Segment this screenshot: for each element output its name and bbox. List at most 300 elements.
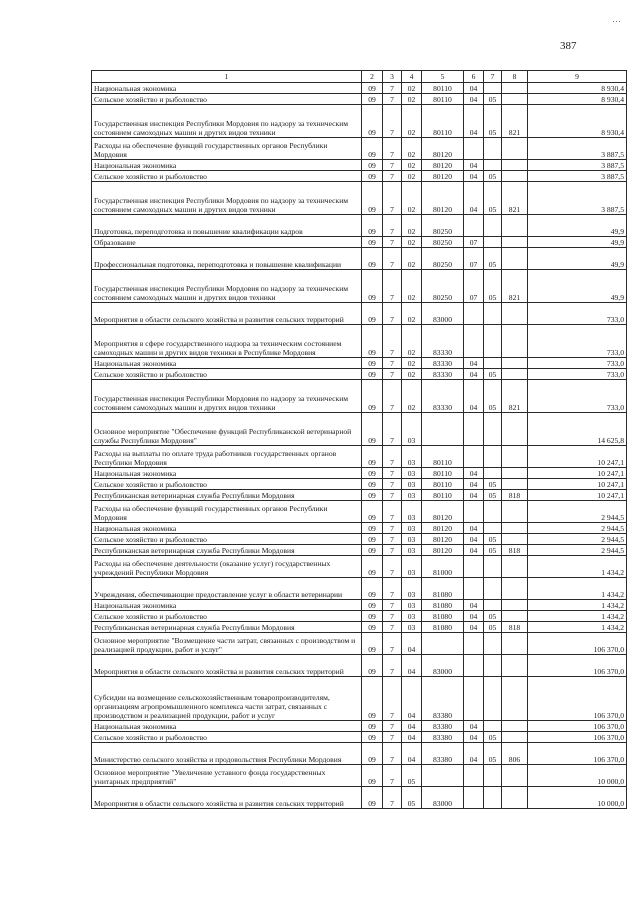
row-code-sub-cell: 7 (383, 446, 402, 468)
row-code-gp-cell: 09 (362, 677, 383, 721)
table-row (92, 611, 627, 622)
row-code-target-cell: 80120 (422, 534, 464, 545)
row-code-subsection-cell: 05 (484, 94, 502, 105)
row-amount-cell: 10 247,1 (528, 490, 627, 501)
row-code-agency-cell (502, 248, 528, 270)
table-row (92, 303, 627, 325)
row-code-sub-cell: 7 (383, 105, 402, 138)
row-code-sub-cell: 7 (383, 83, 402, 94)
row-name-cell: Расходы на обеспечение функций государственных органов Республики Мордовия (92, 138, 362, 160)
row-code-gp-cell: 09 (362, 732, 383, 743)
row-code-activity-cell: 02 (402, 215, 422, 237)
row-code-activity-cell: 02 (402, 380, 422, 413)
page-number: 387 (560, 40, 577, 52)
row-code-agency-cell (502, 215, 528, 237)
row-code-section-cell: 04 (464, 94, 484, 105)
row-code-section-cell (464, 325, 484, 358)
row-code-target-cell: 80110 (422, 94, 464, 105)
row-name-cell: Сельское хозяйство и рыболовство (92, 479, 362, 490)
row-name-cell: Национальная экономика (92, 358, 362, 369)
row-code-gp-cell: 09 (362, 622, 383, 633)
row-code-gp-cell: 09 (362, 501, 383, 523)
row-code-activity-cell: 04 (402, 721, 422, 732)
row-code-activity-cell: 03 (402, 413, 422, 446)
row-code-target-cell: 80250 (422, 237, 464, 248)
row-code-target-cell (422, 633, 464, 655)
row-code-activity-cell: 04 (402, 677, 422, 721)
row-amount-cell: 2 944,5 (528, 523, 627, 534)
row-code-gp-cell: 09 (362, 380, 383, 413)
row-code-section-cell (464, 446, 484, 468)
row-code-activity-cell: 02 (402, 248, 422, 270)
table-row (92, 501, 627, 523)
row-code-gp-cell: 09 (362, 413, 383, 446)
row-code-target-cell: 83330 (422, 380, 464, 413)
row-code-sub-cell: 7 (383, 765, 402, 787)
row-code-gp-cell: 09 (362, 237, 383, 248)
row-code-activity-cell: 02 (402, 325, 422, 358)
row-amount-cell: 106 370,0 (528, 732, 627, 743)
header-cell-name: 1 (92, 71, 362, 83)
row-code-section-cell (464, 413, 484, 446)
table-row (92, 248, 627, 270)
row-code-sub-cell: 7 (383, 479, 402, 490)
row-code-target-cell: 81080 (422, 611, 464, 622)
row-code-agency-cell (502, 556, 528, 578)
row-amount-cell: 3 887,5 (528, 160, 627, 171)
row-amount-cell: 733,0 (528, 303, 627, 325)
row-code-agency-cell (502, 501, 528, 523)
row-code-subsection-cell: 05 (484, 622, 502, 633)
row-code-target-cell: 83380 (422, 721, 464, 732)
row-code-sub-cell: 7 (383, 248, 402, 270)
table-row (92, 721, 627, 732)
row-code-agency-cell: 818 (502, 490, 528, 501)
table-row (92, 534, 627, 545)
row-amount-cell: 8 930,4 (528, 94, 627, 105)
header-cell-amount: 9 (528, 71, 627, 83)
row-code-agency-cell: 821 (502, 380, 528, 413)
row-code-activity-cell: 04 (402, 655, 422, 677)
row-code-section-cell: 04 (464, 490, 484, 501)
row-code-sub-cell: 7 (383, 468, 402, 479)
row-code-subsection-cell: 05 (484, 380, 502, 413)
row-code-section-cell (464, 655, 484, 677)
row-code-sub-cell: 7 (383, 413, 402, 446)
row-code-agency-cell (502, 479, 528, 490)
row-name-cell: Республиканская ветеринарная служба Республики Мордовия (92, 490, 362, 501)
row-code-target-cell: 80120 (422, 523, 464, 534)
row-code-subsection-cell: 05 (484, 611, 502, 622)
header-cell-5: 5 (422, 71, 464, 83)
row-code-sub-cell: 7 (383, 655, 402, 677)
row-name-cell: Сельское хозяйство и рыболовство (92, 94, 362, 105)
row-code-section-cell (464, 501, 484, 523)
row-code-section-cell: 04 (464, 732, 484, 743)
row-code-target-cell: 83330 (422, 369, 464, 380)
row-amount-cell: 106 370,0 (528, 677, 627, 721)
row-code-activity-cell: 03 (402, 490, 422, 501)
row-name-cell: Национальная экономика (92, 600, 362, 611)
row-code-subsection-cell (484, 446, 502, 468)
row-code-gp-cell: 09 (362, 138, 383, 160)
row-code-agency-cell: 821 (502, 105, 528, 138)
row-code-subsection-cell (484, 600, 502, 611)
row-amount-cell: 733,0 (528, 380, 627, 413)
row-code-agency-cell (502, 655, 528, 677)
table-row (92, 270, 627, 303)
row-code-section-cell (464, 138, 484, 160)
row-amount-cell: 106 370,0 (528, 743, 627, 765)
budget-table (91, 70, 627, 809)
row-name-cell: Сельское хозяйство и рыболовство (92, 611, 362, 622)
table-row (92, 787, 627, 809)
row-name-cell: Министерство сельского хозяйства и продовольствия Республики Мордовия (92, 743, 362, 765)
row-amount-cell: 8 930,4 (528, 83, 627, 94)
row-code-gp-cell: 09 (362, 523, 383, 534)
table-row (92, 468, 627, 479)
table-row (92, 215, 627, 237)
row-code-section-cell (464, 677, 484, 721)
row-code-target-cell (422, 765, 464, 787)
row-code-target-cell: 83330 (422, 358, 464, 369)
row-code-sub-cell: 7 (383, 743, 402, 765)
row-code-sub-cell: 7 (383, 611, 402, 622)
row-code-activity-cell: 04 (402, 633, 422, 655)
row-amount-cell: 106 370,0 (528, 721, 627, 732)
row-name-cell: Республиканская ветеринарная служба Республики Мордовия (92, 622, 362, 633)
row-code-sub-cell: 7 (383, 787, 402, 809)
row-code-subsection-cell: 05 (484, 270, 502, 303)
row-code-activity-cell: 02 (402, 171, 422, 182)
row-code-target-cell: 80250 (422, 270, 464, 303)
row-code-gp-cell: 09 (362, 83, 383, 94)
row-amount-cell: 3 887,5 (528, 182, 627, 215)
row-code-subsection-cell: 05 (484, 248, 502, 270)
header-cell-6: 6 (464, 71, 484, 83)
row-code-subsection-cell (484, 160, 502, 171)
row-amount-cell: 1 434,2 (528, 611, 627, 622)
row-code-target-cell: 83380 (422, 677, 464, 721)
row-code-target-cell: 80110 (422, 105, 464, 138)
row-code-agency-cell (502, 633, 528, 655)
row-code-target-cell: 80120 (422, 182, 464, 215)
row-amount-cell: 49,9 (528, 237, 627, 248)
row-code-agency-cell (502, 369, 528, 380)
table-row (92, 446, 627, 468)
row-amount-cell: 49,9 (528, 270, 627, 303)
row-code-gp-cell: 09 (362, 468, 383, 479)
row-code-activity-cell: 03 (402, 622, 422, 633)
row-code-section-cell: 04 (464, 479, 484, 490)
row-code-target-cell: 81080 (422, 622, 464, 633)
row-name-cell: Национальная экономика (92, 721, 362, 732)
row-code-subsection-cell (484, 578, 502, 600)
row-amount-cell: 10 247,1 (528, 479, 627, 490)
row-code-section-cell: 04 (464, 182, 484, 215)
row-code-section-cell: 04 (464, 171, 484, 182)
row-code-activity-cell: 03 (402, 578, 422, 600)
row-code-subsection-cell (484, 633, 502, 655)
row-code-sub-cell: 7 (383, 215, 402, 237)
row-code-section-cell (464, 578, 484, 600)
row-code-activity-cell: 02 (402, 94, 422, 105)
table-row (92, 325, 627, 358)
row-code-subsection-cell (484, 358, 502, 369)
row-amount-cell: 1 434,2 (528, 556, 627, 578)
row-code-activity-cell: 03 (402, 479, 422, 490)
row-code-section-cell: 04 (464, 743, 484, 765)
row-code-gp-cell: 09 (362, 655, 383, 677)
row-code-activity-cell: 02 (402, 105, 422, 138)
row-code-agency-cell (502, 468, 528, 479)
row-code-gp-cell: 09 (362, 270, 383, 303)
row-code-subsection-cell (484, 655, 502, 677)
row-code-target-cell: 80250 (422, 248, 464, 270)
row-code-sub-cell: 7 (383, 94, 402, 105)
row-code-target-cell: 83000 (422, 787, 464, 809)
table-row (92, 622, 627, 633)
row-code-target-cell: 80110 (422, 446, 464, 468)
row-code-agency-cell (502, 413, 528, 446)
row-name-cell: Основное мероприятие "Возмещение части затрат, связанных с производством и реализацией продукции, работ и услуг" (92, 633, 362, 655)
row-name-cell: Государственная инспекция Республики Мордовия по надзору за техническим состоянием самоходных машин и других видов техники (92, 105, 362, 138)
row-amount-cell: 106 370,0 (528, 633, 627, 655)
row-code-subsection-cell (484, 325, 502, 358)
row-code-agency-cell (502, 325, 528, 358)
row-name-cell: Республиканская ветеринарная служба Республики Мордовия (92, 545, 362, 556)
row-code-target-cell: 81000 (422, 556, 464, 578)
row-code-sub-cell: 7 (383, 171, 402, 182)
row-name-cell: Государственная инспекция Республики Мордовия по надзору за техническим состоянием самоходных машин и других видов техники (92, 182, 362, 215)
header-cell-8: 8 (502, 71, 528, 83)
row-code-agency-cell (502, 534, 528, 545)
header-cell-4: 4 (402, 71, 422, 83)
row-code-gp-cell: 09 (362, 105, 383, 138)
row-code-activity-cell: 02 (402, 160, 422, 171)
row-code-agency-cell (502, 611, 528, 622)
row-code-activity-cell: 02 (402, 358, 422, 369)
row-code-activity-cell: 03 (402, 545, 422, 556)
row-code-agency-cell: 806 (502, 743, 528, 765)
row-name-cell: Субсидии на возмещение сельскохозяйственным товаропроизводителям, организациям агропромышленного комплекса части затрат, связанных с производством и реализацией продукции, работ и услуг (92, 677, 362, 721)
header-cell-7: 7 (484, 71, 502, 83)
row-code-gp-cell: 09 (362, 578, 383, 600)
row-code-subsection-cell: 05 (484, 369, 502, 380)
row-code-target-cell: 80110 (422, 83, 464, 94)
row-name-cell: Расходы на выплаты по оплате труда работников государственных органов Республики Мордовия (92, 446, 362, 468)
row-code-target-cell: 81080 (422, 578, 464, 600)
row-code-section-cell: 04 (464, 545, 484, 556)
row-code-sub-cell: 7 (383, 677, 402, 721)
row-name-cell: Подготовка, переподготовка и повышение квалификации кадров (92, 215, 362, 237)
row-code-sub-cell: 7 (383, 732, 402, 743)
row-code-gp-cell: 09 (362, 303, 383, 325)
row-code-gp-cell: 09 (362, 160, 383, 171)
row-amount-cell: 3 887,5 (528, 171, 627, 182)
row-code-agency-cell: 818 (502, 622, 528, 633)
row-code-section-cell (464, 556, 484, 578)
row-code-subsection-cell: 05 (484, 743, 502, 765)
row-amount-cell: 10 247,1 (528, 468, 627, 479)
row-code-agency-cell: 818 (502, 545, 528, 556)
row-code-sub-cell: 7 (383, 138, 402, 160)
table-row (92, 655, 627, 677)
table-row (92, 743, 627, 765)
row-code-agency-cell (502, 578, 528, 600)
row-code-target-cell: 80110 (422, 479, 464, 490)
row-code-sub-cell: 7 (383, 490, 402, 501)
row-code-agency-cell (502, 677, 528, 721)
row-code-target-cell: 83380 (422, 743, 464, 765)
row-code-sub-cell: 7 (383, 633, 402, 655)
row-code-agency-cell (502, 765, 528, 787)
row-code-activity-cell: 05 (402, 765, 422, 787)
row-code-section-cell: 04 (464, 380, 484, 413)
row-code-activity-cell: 03 (402, 611, 422, 622)
row-code-gp-cell: 09 (362, 479, 383, 490)
row-amount-cell: 8 930,4 (528, 105, 627, 138)
row-code-agency-cell (502, 600, 528, 611)
row-code-sub-cell: 7 (383, 523, 402, 534)
row-code-section-cell (464, 303, 484, 325)
row-code-activity-cell: 04 (402, 732, 422, 743)
row-name-cell: Национальная экономика (92, 160, 362, 171)
table-row (92, 523, 627, 534)
row-code-subsection-cell: 05 (484, 490, 502, 501)
corner-mark: … (612, 14, 621, 24)
row-code-section-cell (464, 765, 484, 787)
row-name-cell: Профессиональная подготовка, переподготовка и повышение квалификации (92, 248, 362, 270)
row-amount-cell: 10 000,0 (528, 765, 627, 787)
row-code-section-cell: 04 (464, 83, 484, 94)
row-code-gp-cell: 09 (362, 743, 383, 765)
row-name-cell: Основное мероприятие "Увеличение уставного фонда государственных унитарных предприятий" (92, 765, 362, 787)
row-name-cell: Мероприятия в области сельского хозяйства и развития сельских территорий (92, 303, 362, 325)
row-code-activity-cell: 03 (402, 446, 422, 468)
row-code-sub-cell: 7 (383, 600, 402, 611)
row-code-gp-cell: 09 (362, 325, 383, 358)
row-name-cell: Национальная экономика (92, 83, 362, 94)
row-code-subsection-cell (484, 765, 502, 787)
row-code-sub-cell: 7 (383, 182, 402, 215)
row-code-section-cell: 04 (464, 468, 484, 479)
header-cell-3: 3 (383, 71, 402, 83)
row-code-target-cell: 83000 (422, 303, 464, 325)
header-cell-2: 2 (362, 71, 383, 83)
row-code-gp-cell: 09 (362, 765, 383, 787)
row-code-sub-cell: 7 (383, 534, 402, 545)
row-code-gp-cell: 09 (362, 369, 383, 380)
table-row (92, 413, 627, 446)
row-code-sub-cell: 7 (383, 545, 402, 556)
row-name-cell: Сельское хозяйство и рыболовство (92, 534, 362, 545)
row-code-sub-cell: 7 (383, 501, 402, 523)
row-name-cell: Сельское хозяйство и рыболовство (92, 171, 362, 182)
row-code-subsection-cell: 05 (484, 182, 502, 215)
row-code-section-cell: 04 (464, 523, 484, 534)
row-code-section-cell: 04 (464, 721, 484, 732)
row-code-subsection-cell (484, 303, 502, 325)
row-name-cell: Национальная экономика (92, 523, 362, 534)
row-code-activity-cell: 02 (402, 83, 422, 94)
row-code-activity-cell: 03 (402, 556, 422, 578)
table-row (92, 369, 627, 380)
row-name-cell: Расходы на обеспечение деятельности (оказание услуг) государственных учреждений Республики Мордовия (92, 556, 362, 578)
table-row (92, 237, 627, 248)
table-body (92, 83, 627, 809)
row-code-agency-cell (502, 83, 528, 94)
row-code-section-cell: 04 (464, 600, 484, 611)
table-row (92, 105, 627, 138)
row-code-target-cell (422, 413, 464, 446)
table-row (92, 171, 627, 182)
row-code-sub-cell: 7 (383, 721, 402, 732)
row-code-section-cell (464, 633, 484, 655)
row-name-cell: Расходы на обеспечение функций государственных органов Республики Мордовия (92, 501, 362, 523)
row-code-target-cell: 80120 (422, 545, 464, 556)
row-amount-cell: 49,9 (528, 215, 627, 237)
row-code-agency-cell: 821 (502, 182, 528, 215)
table-row (92, 600, 627, 611)
row-name-cell: Мероприятия в области сельского хозяйства и развития сельских территорий (92, 787, 362, 809)
row-code-agency-cell (502, 446, 528, 468)
row-code-subsection-cell (484, 83, 502, 94)
row-code-gp-cell: 09 (362, 248, 383, 270)
row-code-section-cell: 04 (464, 369, 484, 380)
row-code-activity-cell: 05 (402, 787, 422, 809)
row-code-subsection-cell (484, 413, 502, 446)
row-code-activity-cell: 02 (402, 270, 422, 303)
row-code-target-cell: 80120 (422, 160, 464, 171)
row-code-sub-cell: 7 (383, 578, 402, 600)
row-code-activity-cell: 02 (402, 182, 422, 215)
table-row (92, 578, 627, 600)
row-code-agency-cell (502, 358, 528, 369)
row-code-section-cell: 04 (464, 611, 484, 622)
row-code-activity-cell: 03 (402, 534, 422, 545)
row-code-section-cell (464, 215, 484, 237)
row-code-activity-cell: 02 (402, 138, 422, 160)
row-code-activity-cell: 04 (402, 743, 422, 765)
row-code-target-cell: 80120 (422, 171, 464, 182)
row-amount-cell: 49,9 (528, 248, 627, 270)
row-code-subsection-cell: 05 (484, 105, 502, 138)
row-code-gp-cell: 09 (362, 182, 383, 215)
table-row (92, 545, 627, 556)
row-code-subsection-cell (484, 237, 502, 248)
row-code-section-cell (464, 787, 484, 809)
row-code-gp-cell: 09 (362, 787, 383, 809)
row-code-agency-cell (502, 721, 528, 732)
table-row (92, 182, 627, 215)
row-code-sub-cell: 7 (383, 303, 402, 325)
row-code-target-cell: 83330 (422, 325, 464, 358)
row-code-agency-cell (502, 523, 528, 534)
table-row (92, 358, 627, 369)
row-code-agency-cell (502, 732, 528, 743)
row-code-subsection-cell (484, 523, 502, 534)
row-code-gp-cell: 09 (362, 358, 383, 369)
row-code-section-cell: 07 (464, 237, 484, 248)
row-name-cell: Мероприятия в сфере государственного надзора за техническим состоянием самоходных машин и других видов техники в Республике Мордовия (92, 325, 362, 358)
row-code-sub-cell: 7 (383, 325, 402, 358)
row-code-subsection-cell (484, 556, 502, 578)
row-code-activity-cell: 03 (402, 501, 422, 523)
row-code-gp-cell: 09 (362, 534, 383, 545)
row-amount-cell: 2 944,5 (528, 534, 627, 545)
row-code-target-cell: 83000 (422, 655, 464, 677)
